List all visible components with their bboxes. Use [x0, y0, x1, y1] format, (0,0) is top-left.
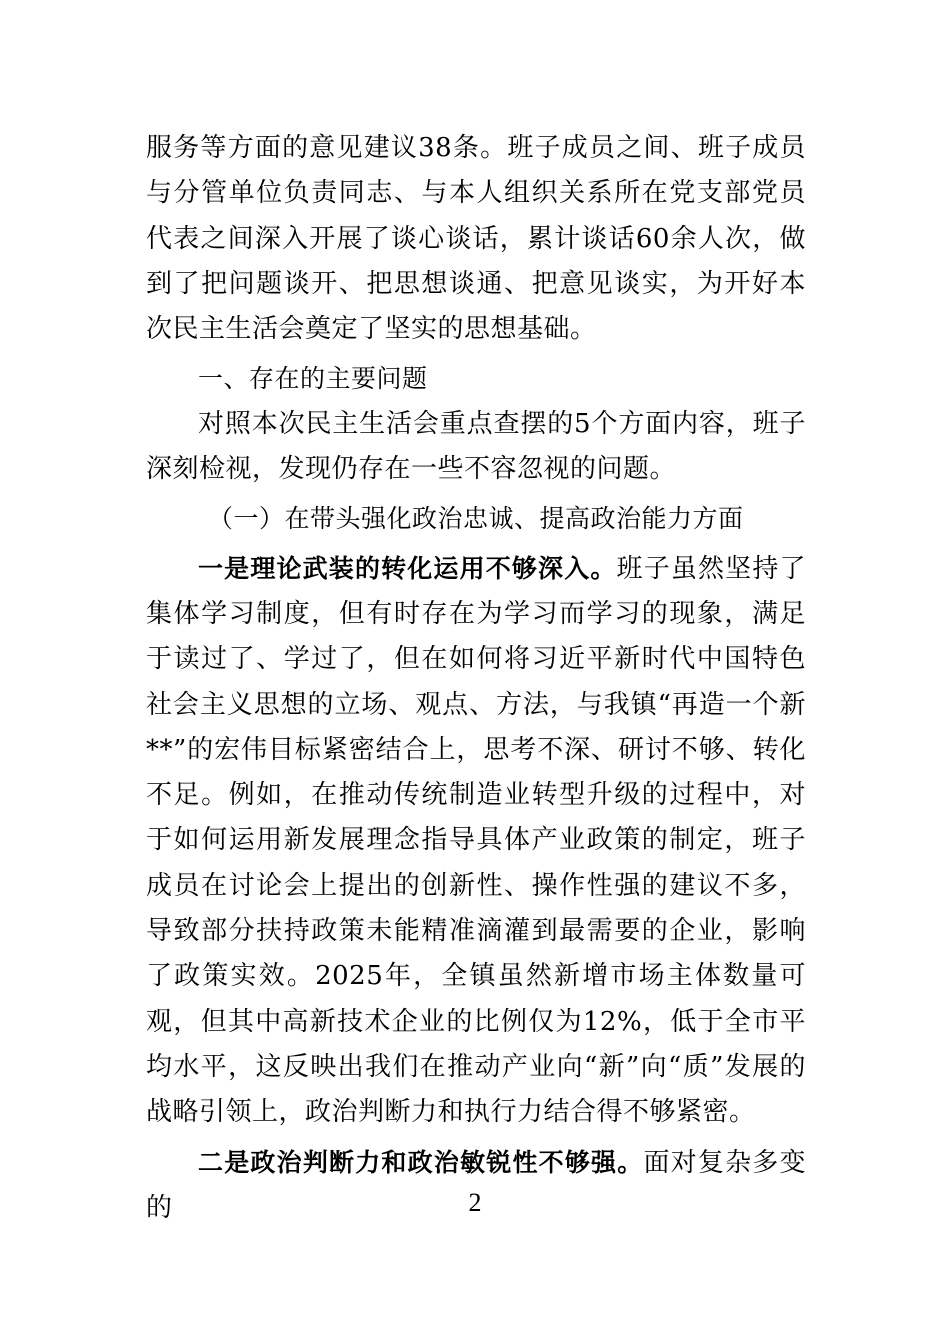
page-number: 2 — [468, 1188, 482, 1217]
document-body — [146, 126, 806, 1231]
paragraph-text-theory-application: 班子虽然坚持了集体学习制度，但有时存在为学习而学习的现象，满足于读过了、学过了，但在如何将习近平新时代中国特色社会主义思想的立场、观点、方法，与我镇“再造一个新**”的宏伟目标紧密结合上，思考不深、研讨不够、转化不足。例如，在推动传统制造业转型升级的过程中，对于如何运用新发展理念指导具体产业政策的制定，班子成员在讨论会上提出的创新性、操作性强的建议不多，导致部分扶持政策未能精准滴灌到最需要的企业，影响了政策实效。2025年，全镇虽然新增市场主体数量可观，但其中高新技术企业的比例仅为12%，低于全市平均水平，这反映出我们在推动产业向“新”向“质”发展的战略引领上，政治判断力和执行力结合得不够紧密。 — [146, 553, 806, 1128]
paragraph-problems-intro: 对照本次民主生活会重点查摆的5个方面内容，班子深刻检视，发现仍存在一些不容忽视的问题。 — [146, 408, 806, 485]
paragraph-lead-theory-application: 一是理论武装的转化运用不够深入。 — [198, 553, 617, 583]
section-heading-main-problems: 一、存在的主要问题 — [198, 364, 428, 394]
paragraph-opinions-summary: 服务等方面的意见建议38条。班子成员之间、班子成员与分管单位负责同志、与本人组织关系所在党支部党员代表之间深入开展了谈心谈话，累计谈话60余人次，做到了把问题谈开、把思想谈通、把意见谈实，为开好本次民主生活会奠定了坚实的思想基础。 — [146, 133, 806, 345]
paragraph-lead-political-judgment: 二是政治判断力和政治敏锐性不够强。 — [198, 1147, 644, 1177]
paragraph-theory-application — [146, 546, 806, 1136]
paragraph-text-political-judgment: 面对复杂多变的 — [146, 1147, 806, 1223]
subsection-heading-political-loyalty: （一）在带头强化政治忠诚、提高政治能力方面 — [208, 504, 744, 534]
